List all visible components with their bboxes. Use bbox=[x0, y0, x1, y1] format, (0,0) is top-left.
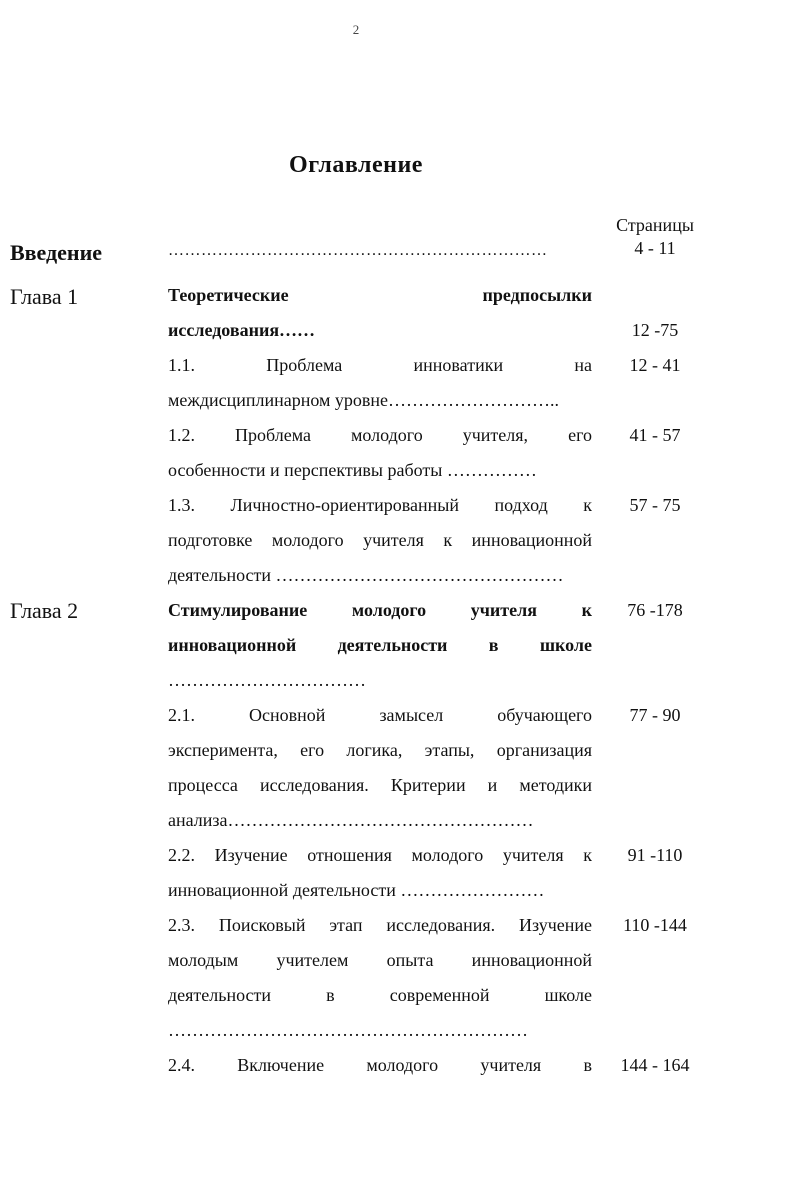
section-line: эксперимента, его логика, этапы, организация bbox=[168, 740, 592, 760]
section-1-3 bbox=[168, 488, 592, 593]
section-1-2-pages: 41 - 57 bbox=[629, 425, 681, 445]
chapter2-title-line: инновационной деятельности в школе bbox=[168, 635, 592, 655]
section-1-1 bbox=[168, 348, 592, 418]
section-2-4-pages: 144 - 164 bbox=[620, 1055, 690, 1075]
chapter1-title bbox=[168, 278, 592, 348]
section-2-4 bbox=[168, 1048, 592, 1083]
chapter1-title-line: исследования…… bbox=[168, 320, 316, 340]
section-line: 2.4. Включение молодого учителя в bbox=[168, 1055, 592, 1075]
section-line: молодым учителем опыта инновационной bbox=[168, 950, 592, 970]
intro-pages: 4 - 11 bbox=[634, 238, 676, 258]
section-line: 2.3. Поисковый этап исследования. Изучение bbox=[168, 915, 592, 935]
section-line: 2.1. Основной замысел обучающего bbox=[168, 705, 592, 725]
section-line: 1.3. Личностно-ориентированный подход к bbox=[168, 495, 592, 515]
section-line: междисциплинарном уровне……………………….. bbox=[168, 390, 560, 410]
section-line: 1.1. Проблема инноватики на bbox=[168, 355, 592, 375]
section-2-1-pages: 77 - 90 bbox=[629, 705, 681, 725]
chapter1-pages: 12 -75 bbox=[631, 320, 679, 340]
section-1-2 bbox=[168, 418, 592, 488]
intro-label: Введение bbox=[10, 240, 103, 265]
section-2-2 bbox=[168, 838, 592, 908]
page-title: Оглавление bbox=[289, 152, 423, 178]
chapter2-label: Глава 2 bbox=[10, 598, 79, 623]
chapter2-title bbox=[168, 593, 592, 698]
chapter2-title-line: …………………………… bbox=[168, 670, 366, 690]
section-2-3 bbox=[168, 908, 592, 1048]
chapter2-title-line: Стимулирование молодого учителя к bbox=[168, 600, 592, 620]
section-1-3-pages: 57 - 75 bbox=[629, 495, 681, 515]
section-2-1 bbox=[168, 698, 592, 838]
section-line: процесса исследования. Критерии и методики bbox=[168, 775, 592, 795]
chapter1-title-line: Теоретические предпосылки bbox=[168, 285, 592, 305]
section-line: инновационной деятельности …………………… bbox=[168, 880, 545, 900]
section-line: 2.2. Изучение отношения молодого учителя к bbox=[168, 845, 592, 865]
chapter1-label: Глава 1 bbox=[10, 284, 79, 309]
section-line: особенности и перспективы работы …………… bbox=[168, 460, 537, 480]
section-line: 1.2. Проблема молодого учителя, его bbox=[168, 425, 592, 445]
page-number: 2 bbox=[352, 22, 360, 37]
section-2-2-pages: 91 -110 bbox=[627, 845, 683, 865]
section-line: деятельности в современной школе bbox=[168, 985, 592, 1005]
section-line: анализа…………………………………………… bbox=[168, 810, 534, 830]
section-line: подготовке молодого учителя к инновационной bbox=[168, 530, 592, 550]
chapter2-pages: 76 -178 bbox=[627, 600, 683, 620]
section-2-3-pages: 110 -144 bbox=[623, 915, 687, 935]
intro-dots: …………………………………………………………… bbox=[168, 242, 548, 259]
pages-column-header: Страницы bbox=[616, 215, 694, 235]
section-line: деятельности ………………………………………… bbox=[168, 565, 564, 585]
section-1-1-pages: 12 - 41 bbox=[629, 355, 681, 375]
section-line: …………………………………………………… bbox=[168, 1020, 528, 1040]
